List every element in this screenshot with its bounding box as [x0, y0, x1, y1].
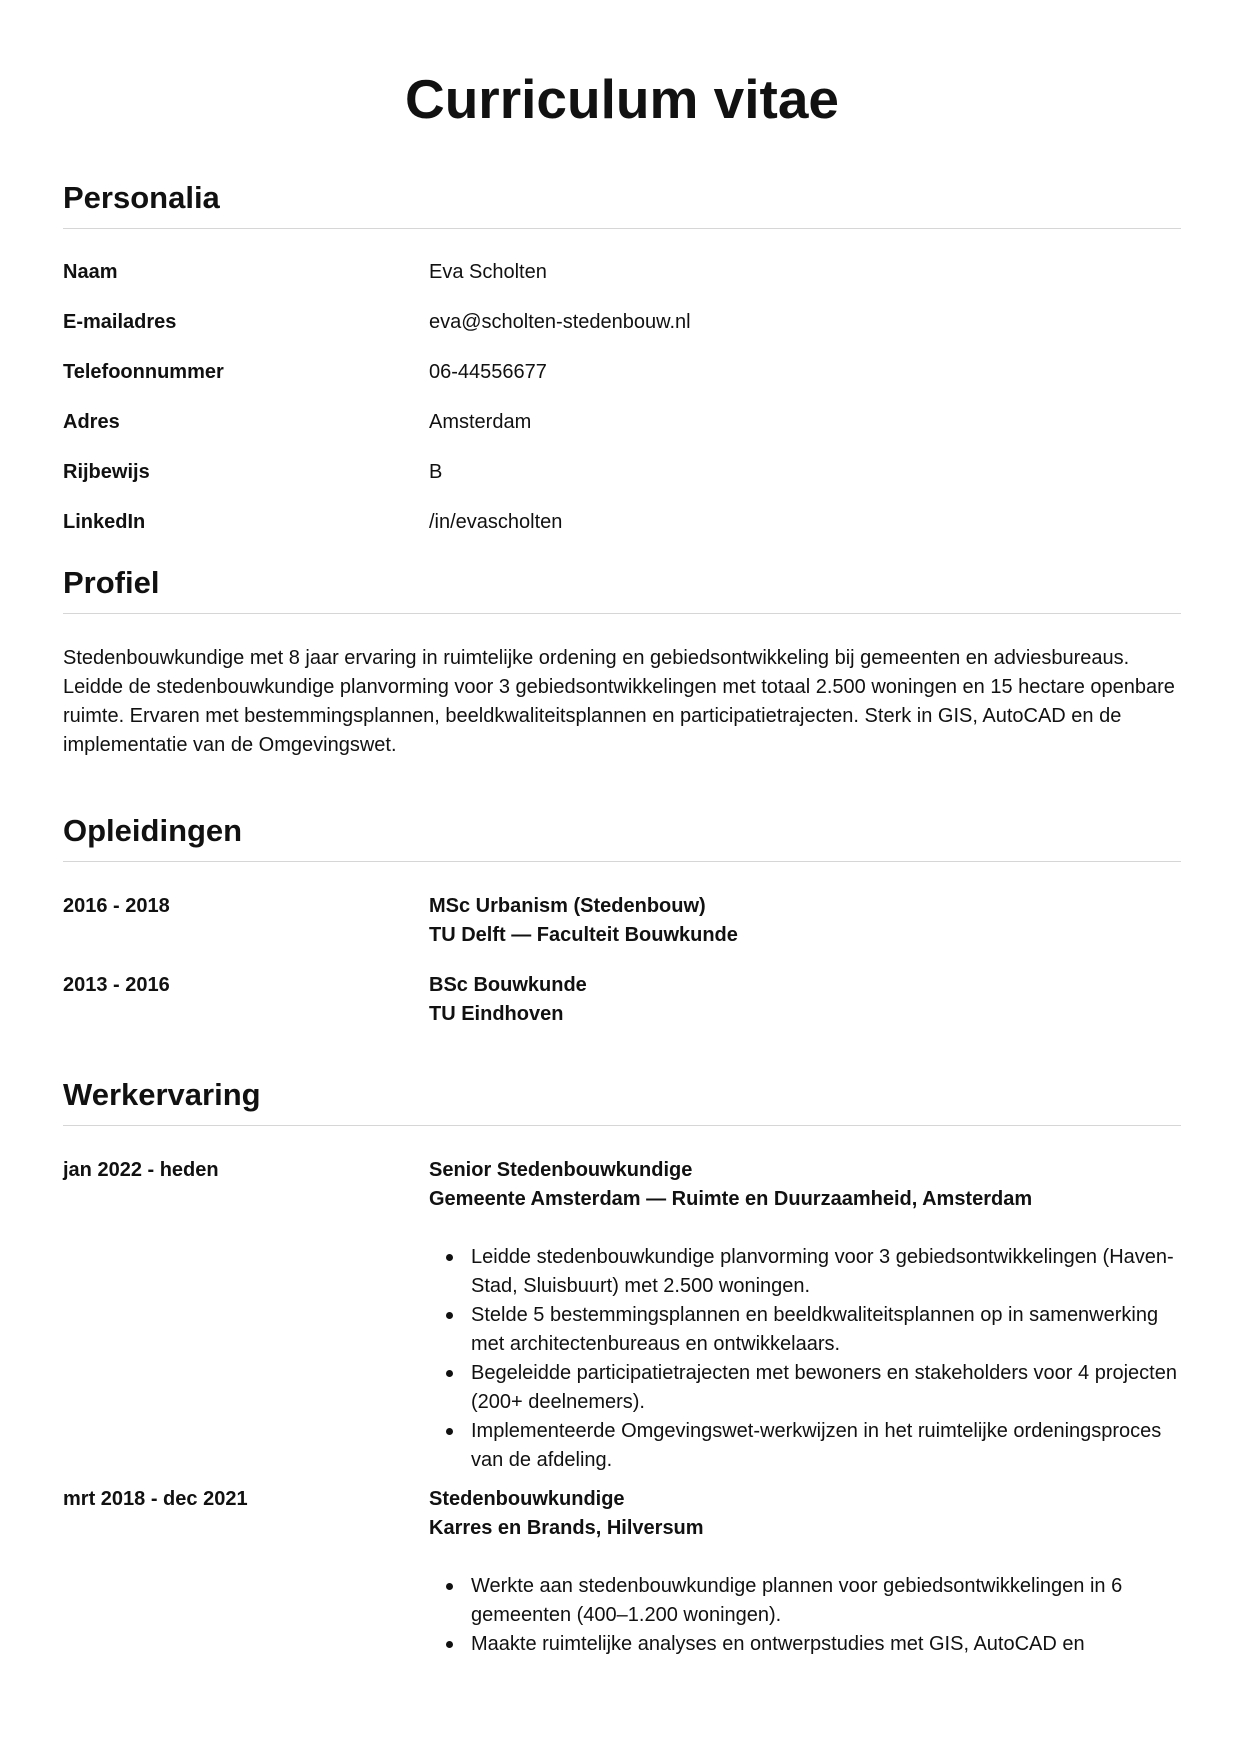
section-title-opleidingen: Opleidingen: [63, 811, 1181, 862]
work-employer: Gemeente Amsterdam — Ruimte en Duurzaamheid, Amsterdam: [429, 1188, 1033, 1210]
work-employer: Karres en Brands, Hilversum: [429, 1517, 704, 1539]
personalia-row-telefoon: [63, 358, 1181, 408]
section-title-personalia: Personalia: [63, 178, 1181, 229]
personalia-row-linkedin: [63, 508, 1181, 558]
field-label: E-mailadres: [63, 311, 177, 333]
education-entry: [63, 892, 1181, 971]
profiel-section: [63, 563, 1181, 760]
personalia-row-rijbewijs: [63, 458, 1181, 508]
document-title: Curriculum vitae: [404, 68, 839, 130]
section-title-profiel: Profiel: [63, 563, 1181, 614]
field-label: Telefoonnummer: [63, 361, 224, 383]
education-degree: BSc Bouwkunde: [429, 974, 587, 996]
field-label: Rijbewijs: [63, 461, 150, 483]
work-role: Senior Stedenbouwkundige: [429, 1159, 693, 1181]
field-label: Naam: [63, 261, 118, 283]
bullet-item: Implementeerde Omgevingswet-werkwijzen in het ruimtelijke ordeningsproces van de afdeling.: [429, 1417, 1181, 1475]
bullet-item: Maakte ruimtelijke analyses en ontwerpstudies met GIS, AutoCAD en: [429, 1630, 1181, 1659]
education-period: 2013 - 2016: [63, 974, 170, 996]
field-value: B: [429, 461, 443, 483]
field-value: 06-44556677: [429, 361, 547, 383]
work-entry: [63, 1156, 1181, 1485]
work-bullets: [429, 1572, 1181, 1659]
section-title-werkervaring: Werkervaring: [63, 1075, 1181, 1126]
education-school: TU Eindhoven: [429, 1003, 564, 1025]
education-period: 2016 - 2018: [63, 895, 170, 917]
work-period: mrt 2018 - dec 2021: [63, 1488, 248, 1510]
field-label: LinkedIn: [63, 511, 146, 533]
personalia-row-email: [63, 308, 1181, 358]
bullet-item: Stelde 5 bestemmingsplannen en beeldkwaliteitsplannen op in samenwerking met architectenbureaus en ontwikkelaars.: [429, 1301, 1181, 1359]
profile-summary: Stedenbouwkundige met 8 jaar ervaring in ruimtelijke ordening en gebiedsontwikkeling bij gemeenten en adviesbureaus. Leidde de stedenbouwkundige planvorming voor 3 gebiedsontwikkelingen met totaal 2.500 woningen en 15 hectare openbare ruimte. Ervaren met bestemmingsplannen, beeldkwaliteitsplannen en participatietrajecten. Sterk in GIS, AutoCAD en de implementatie van de Omgevingswet.: [63, 647, 1175, 756]
education-school: TU Delft — Faculteit Bouwkunde: [429, 924, 738, 946]
bullet-item: Werkte aan stedenbouwkundige plannen voor gebiedsontwikkelingen in 6 gemeenten (400–1.200 woningen).: [429, 1572, 1181, 1630]
field-label: Adres: [63, 411, 120, 433]
work-bullets: [429, 1243, 1181, 1475]
opleidingen-section: [63, 811, 1181, 1029]
personalia-section: [63, 178, 1181, 558]
field-value: eva@scholten-stedenbouw.nl: [429, 311, 691, 333]
field-value: /in/evascholten: [429, 511, 563, 533]
personalia-row-adres: [63, 408, 1181, 458]
bullet-item: Leidde stedenbouwkundige planvorming voor 3 gebiedsontwikkelingen (Haven-Stad, Sluisbuurt) met 2.500 woningen.: [429, 1243, 1181, 1301]
work-role: Stedenbouwkundige: [429, 1488, 625, 1510]
education-entry: [63, 971, 1181, 1029]
work-entry: [63, 1485, 1181, 1659]
education-degree: MSc Urbanism (Stedenbouw): [429, 895, 706, 917]
personalia-row-naam: [63, 258, 1181, 308]
cv-page: [63, 0, 1181, 1659]
field-value: Amsterdam: [429, 411, 532, 433]
werkervaring-section: [63, 1075, 1181, 1659]
field-value: Eva Scholten: [429, 261, 547, 283]
work-period: jan 2022 - heden: [63, 1159, 219, 1181]
bullet-item: Begeleidde participatietrajecten met bewoners en stakeholders voor 4 projecten (200+ deelnemers).: [429, 1359, 1181, 1417]
